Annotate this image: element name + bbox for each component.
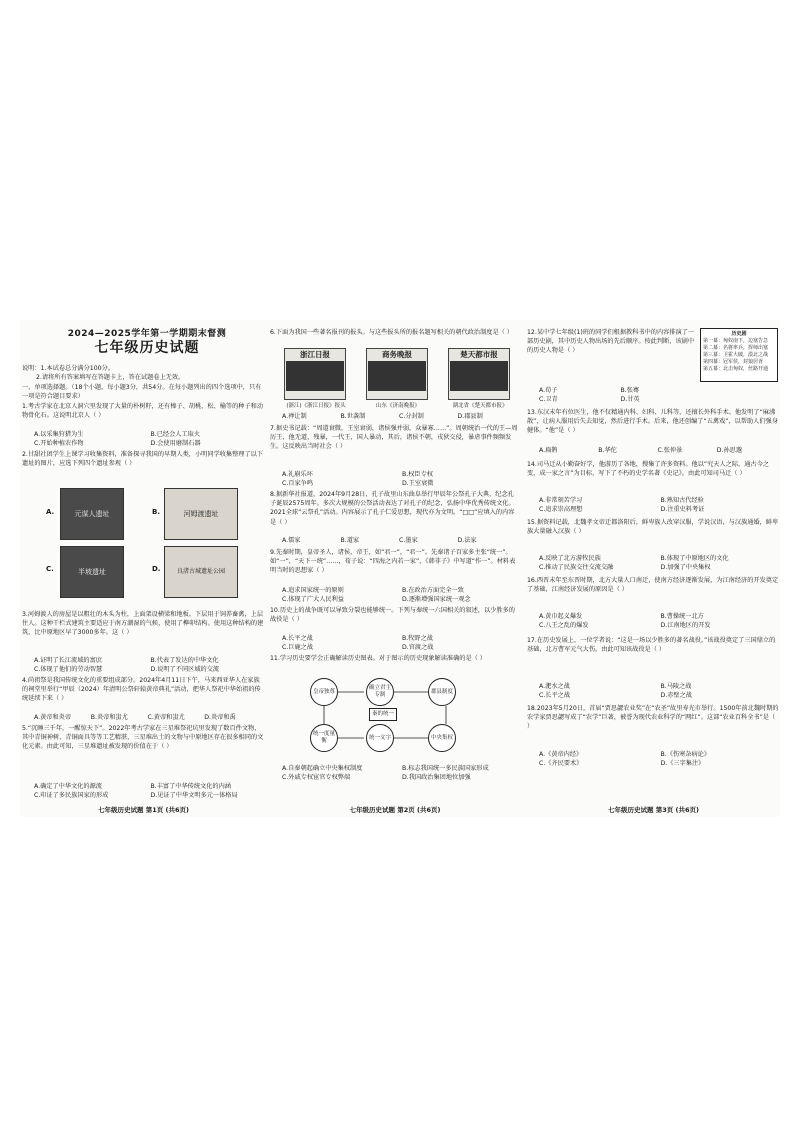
option[interactable]: C.推动了民族交往交流交融 <box>539 564 614 572</box>
question-17-stem: 17.在历史发展上，一位学者说：“这是一场以少胜多的著名战役。”该战役奠定了三国鼎立的基础，北方曹军元气大伤。由此可知该战役是（ ） <box>527 637 776 654</box>
option[interactable]: B.权臣专权 <box>402 471 433 478</box>
option[interactable]: A.自秦朝起确立中央集权制度 <box>282 765 363 772</box>
question-6-options <box>282 412 516 421</box>
question-10-options <box>282 634 516 652</box>
option[interactable]: C.开始种植农作物 <box>34 440 84 448</box>
newspaper-headline-block <box>368 361 426 391</box>
option[interactable]: C.巨鹿之战 <box>282 644 314 652</box>
section-heading: 一、单项选择题。（18个小题，每小题3分，共54分。在每小题列出的四个选项中，只有一项是符合题目要求） <box>22 384 262 401</box>
question-18-stem: 18.2023年5月20日，首届“贾思勰农业奖”在“农圣”故里寿光市举行。1500年前北魏时期的农学家贾思勰写成了“农学”巨著，被誉为现代农业科学的“网红”。这部“农业百科全书”是（ ） <box>527 705 779 731</box>
site-photo[interactable]: 元谋人遗址 <box>60 488 124 540</box>
image-label: A. <box>46 508 55 516</box>
question-16-stem: 16.西晋末年至东晋时期，北方大量人口南迁，使南方经济逐渐发展，为江南经济的开发奠定了基础，江南经济发展的原因是（ ） <box>527 577 779 594</box>
option[interactable]: D.郡县制 <box>457 413 483 420</box>
image-label: C. <box>46 565 54 573</box>
option[interactable]: C.追求崇高理想 <box>539 506 583 514</box>
option[interactable]: B.马陵之战 <box>660 683 692 690</box>
option[interactable]: A.反映了北方游牧民族 <box>539 555 601 562</box>
option[interactable]: B.体现了中原地区的文化 <box>660 555 729 562</box>
option[interactable]: A.荀子 <box>539 387 558 394</box>
question-7-stem: 7.据史书记载：“周道衰微，王室衰弱，诸侯强并弱，众暴寡……”。周朝统治一代的王—周厉王，他无道，残暴，一代王，国人暴动，其后，诸侯不朝，戎狄交侵，暴虐事件频频发生。这反映出当时社会（ ） <box>270 425 518 451</box>
page-footer: 七年级历史试题 第2页 (共6页) <box>349 805 441 814</box>
page-1-column <box>22 320 265 817</box>
question-3-options <box>34 656 261 674</box>
option[interactable]: D.注重史料考证 <box>660 506 705 514</box>
masthead-title: 楚天都市报 <box>460 350 498 359</box>
question-17-options <box>539 682 776 700</box>
option[interactable]: A.以采集狩猎为生 <box>34 431 84 438</box>
option[interactable]: A.禅让制 <box>282 413 307 420</box>
option[interactable]: D.江南地区的开发 <box>660 622 711 630</box>
instruction-1: 说明：1.本试卷总分满分100分。 <box>22 365 114 372</box>
question-7-options <box>282 470 516 488</box>
instruction-2: 2.请将所有答案填写在答题卡上，答在试题卷上无效。 <box>36 374 185 381</box>
option[interactable]: D.会使用磨制石器 <box>150 440 201 448</box>
option[interactable]: D.逐渐增强国家统一观念 <box>402 596 471 604</box>
site-photo[interactable]: 河姆渡遗址 <box>164 488 238 540</box>
option[interactable]: B.已经会人工取火 <box>150 431 201 438</box>
option[interactable]: D.王室衰微 <box>402 480 434 488</box>
option[interactable]: A.淝水之战 <box>539 683 570 690</box>
question-12-options <box>539 386 696 404</box>
question-12-stem: 12.某中学七年级(1)班的同学们根据教科书中的内容排演了一部历史剧，其中历史人物出场的先后顺序。按此判断，该剧中的历史人物是（ ） <box>527 329 695 355</box>
option[interactable]: B.丰富了中华传统文化的内涵 <box>150 783 231 790</box>
option[interactable]: A.扁鹊 <box>539 447 558 454</box>
option[interactable]: D.官渡之战 <box>402 644 434 652</box>
question-16-options <box>539 612 776 630</box>
option[interactable]: D.《三字集注》 <box>660 760 705 768</box>
option[interactable]: C.长平之战 <box>539 692 571 700</box>
exam-sheet <box>20 320 780 817</box>
newspaper-caption: 湖北省《楚天都市报》 <box>452 403 508 409</box>
question-18-options <box>539 750 776 768</box>
option[interactable]: C.黄帝和蚩尤 <box>147 714 185 721</box>
option[interactable]: C.八王之乱的爆发 <box>539 622 589 630</box>
question-9-options <box>282 586 516 604</box>
question-14-options <box>539 496 776 514</box>
question-15-options <box>539 554 776 572</box>
newspaper-masthead <box>448 348 510 400</box>
option[interactable]: B.《伤寒杂病论》 <box>660 751 711 758</box>
question-13-stem: 13.东汉末年有位医生，他不仅精通内科、妇科、儿科等，还擅长外科手术。他发明了“麻沸散”，让病人服用后失去知觉，然后进行手术。后来，他还创编了“五禽戏”，以帮助人们强身健体。“他”是（ ） <box>527 409 778 435</box>
option[interactable]: C.印证了多民族国家的形成 <box>34 792 109 800</box>
option[interactable]: B.华佗 <box>598 447 617 454</box>
drama-act: 第三幕：卫霍大破，漠北之战 <box>703 352 769 358</box>
diagram-node: 郡县制度 <box>428 678 456 706</box>
option[interactable]: A.儒家 <box>282 537 301 544</box>
option[interactable]: A.非常刻苦学习 <box>539 497 583 504</box>
exam-title: 七年级历史试题 <box>94 340 200 356</box>
drama-act: 第五幕：北击匈奴，丝路开通 <box>703 366 769 372</box>
option[interactable]: D.甘英 <box>620 396 640 404</box>
option[interactable]: A.黄帝和炎帝 <box>34 714 72 721</box>
option[interactable]: C.卫青 <box>539 396 558 404</box>
option[interactable]: A.追求国家统一的原则 <box>282 587 344 594</box>
diagram-node: 统一文字 <box>366 724 394 752</box>
option[interactable]: B.世袭制 <box>340 413 366 420</box>
drama-act: 第四幕：冠军侯，封狼居胥 <box>703 359 764 365</box>
option[interactable]: D.见证了中华文明多元一体格局 <box>150 792 238 800</box>
option[interactable]: C.分封制 <box>399 413 424 420</box>
question-6-stem: 6.下面为我国一些著名报刊的报头。与这些报头所的报名题写相关的朝代政治制度是（ ） <box>270 329 513 336</box>
option[interactable]: A.证明了长江流域的富庶 <box>34 657 102 664</box>
question-4-stem: 4.尚祖祭是我国传统文化的重要组成部分。2024年4月11日下午，马来西亚华人在家族的祠堂里举行“甲辰（2024）年清明公祭轩辕黄帝典礼”活动，把华人祭祀中华始祖的传统延续下来（ ） <box>22 677 261 703</box>
page-footer: 七年级历史试题 第1页 (共6页) <box>97 805 189 814</box>
option[interactable]: B.炎帝和蚩尤 <box>90 714 128 721</box>
option[interactable]: B.道家 <box>340 537 360 544</box>
question-14-stem: 14.司马迁从小勤奋好学，他游历了各地，搜集了许多资料。他以“究天人之际，通古今之变，成一家之言”为目标，写下了不朽的史学名著《史记》。由此可知司马迁（ ） <box>527 461 769 478</box>
option[interactable]: A.长平之战 <box>282 635 313 642</box>
question-10-stem: 10.历史上的战争既可以导致分裂也能够统一。下列与秦统一六国相关的叙述，以少胜多的战役是（ ） <box>270 607 515 624</box>
diagram-center: 秦的统一 <box>369 708 397 721</box>
diagram-node: 确立君主专制 <box>366 678 394 706</box>
question-3-stem: 3.河姆渡人的房屋是以粗壮的木头为柱，上面架设横梁和地板。下层用于饲养畜禽，上层住人。这种干栏式建筑主要适应于南方潮湿的气候，使用了榫卯结构。使用这种结构的建筑，比中原地区早了3000多年。这（ ） <box>22 611 264 637</box>
page-footer: 七年级历史试题 第3页 (共6页) <box>607 805 699 814</box>
diagram-node: 统一度量衡 <box>310 724 338 752</box>
masthead-title: 商务晚报 <box>382 350 412 359</box>
option[interactable]: C.墨家 <box>399 537 418 544</box>
newspaper-headline-block <box>450 361 508 391</box>
diagram-node: 中央集权 <box>428 724 456 752</box>
option[interactable]: C.外戚专权宦官专权弊端 <box>282 774 351 782</box>
newspaper-masthead <box>284 348 346 400</box>
option[interactable]: B.张骞 <box>620 387 640 394</box>
option[interactable]: D.孙思邈 <box>716 447 743 454</box>
diagram-node: 皇帝独尊 <box>310 678 338 706</box>
question-15-stem: 15.据资料记载，北魏孝文帝迁都洛阳后，鲜卑族人改穿汉服，学说汉语，与汉族通婚，鲜卑族大量融入汉族（ ） <box>527 519 779 536</box>
drama-act: 第一幕：匈奴南下，边塞告急 <box>703 338 769 344</box>
option[interactable]: C.体现了广大人民利益 <box>282 596 344 604</box>
question-1-options <box>34 430 261 448</box>
page-3-column <box>527 320 780 817</box>
option[interactable]: A.礼崩乐坏 <box>282 471 313 478</box>
question-9-stem: 9.先秦时期，皇帝圣人，诸侯，帝王，如“君一”，“君一”。先秦诸子百家多主张“统一”。如“一”，“天下一统”……，荀子说：“四海之内若一家”，《韩非子》中写道“作一”。材料表明当时的思想家（ ） <box>270 549 516 575</box>
option[interactable]: D.炎帝和禹 <box>204 714 236 721</box>
question-13-options <box>539 446 776 455</box>
option[interactable]: A.确定了中华文化的源流 <box>34 783 102 790</box>
question-8-options <box>282 536 516 545</box>
option[interactable]: C.《齐民要术》 <box>539 760 583 768</box>
site-photo[interactable]: 半坡遗址 <box>60 546 124 598</box>
newspaper-caption: 山东《济南晚报》 <box>375 403 420 409</box>
question-11-stem: 11.学习历史要学会正确解读历史图表。对于图示的历史现象解读准确的是（ ） <box>270 655 486 662</box>
option[interactable]: A.黄巾起义爆发 <box>539 613 583 620</box>
newspaper-masthead <box>366 348 428 400</box>
option[interactable]: D.赤壁之战 <box>660 692 692 700</box>
option[interactable]: B.牧野之战 <box>402 635 433 642</box>
option[interactable]: C.张仲景 <box>657 447 683 454</box>
history-drama-box <box>700 328 778 382</box>
option[interactable]: D.加强了中央集权 <box>660 564 711 572</box>
option[interactable]: B.在政治方面完全一致 <box>402 587 464 594</box>
drama-act: 第二幕：名将率兵，挥师出塞 <box>703 345 769 351</box>
history-drama-title: 历史剧 <box>731 331 747 337</box>
option[interactable]: D.法家 <box>457 537 477 544</box>
option[interactable]: A.《黄帝内经》 <box>539 751 583 758</box>
question-11-options <box>282 764 516 782</box>
page-2-column <box>270 320 520 817</box>
image-label: D. <box>152 565 161 573</box>
option[interactable]: D.我国政治集团地位加强 <box>402 774 471 782</box>
newspaper-headline-block <box>286 361 344 391</box>
question-5-options <box>34 782 261 800</box>
exam-year-title: 2024—2025学年第一学期期末督测 <box>67 329 227 339</box>
question-1-stem: 1.考古学家在北京人洞穴里发现了大量的朴树籽，还有榛子、胡桃、松、榆等的种子和动物骨化石。这说明北京人（ ） <box>22 403 264 420</box>
option[interactable]: C.百家争鸣 <box>282 480 314 488</box>
newspaper-caption: (浙江)《浙江日报》报头 <box>286 403 346 409</box>
option[interactable]: B.曹操统一北方 <box>660 613 704 620</box>
site-photo[interactable]: 良渚古城遗址公园 <box>164 546 238 598</box>
option[interactable]: B.熟知古代经验 <box>660 497 704 504</box>
option[interactable]: D.说明了不同区域的交流 <box>150 666 220 674</box>
masthead-title: 浙江日报 <box>300 350 330 359</box>
image-label: B. <box>152 508 160 516</box>
option[interactable]: C.体现了他们的劳动智慧 <box>34 666 103 674</box>
option[interactable]: B.标志我国统一多民族国家形成 <box>402 765 489 772</box>
question-5-stem: 5.“沉睡三千年，一醒惊天下”。2022年考古学家在三星堆祭祀坑里发现了数百件文物，其中青铜神树、青铜面具等等工艺精湛，三星堆出土的文物与中原地区存在很多相同的文化元素。由此可知，三星堆遗址被发现的价值在于（ ） <box>22 725 264 751</box>
option[interactable]: B.代表了发达的中华文化 <box>150 657 219 664</box>
question-8-stem: 8.据新华社报道，2024年9月28日，孔子故里山东曲阜举行甲辰年公祭孔子大典，纪念孔子诞辰2575周年。多次大规模的公祭活动表达了对孔子的纪念，弘扬中华优秀传统文化。2021全球“云祭孔”活动。内容展示了孔子仁爱思想，现代亦为文明。“□□”应填入的内容是（ ） <box>270 491 515 526</box>
question-2-stem: 2.甘甜社团学生上课学习收集资料，准备探寻我国的早期人类，小明同学收集整理了以下遗址的图片，应选下列四个遗址参观（ ） <box>22 451 264 468</box>
question-4-options <box>34 713 261 722</box>
